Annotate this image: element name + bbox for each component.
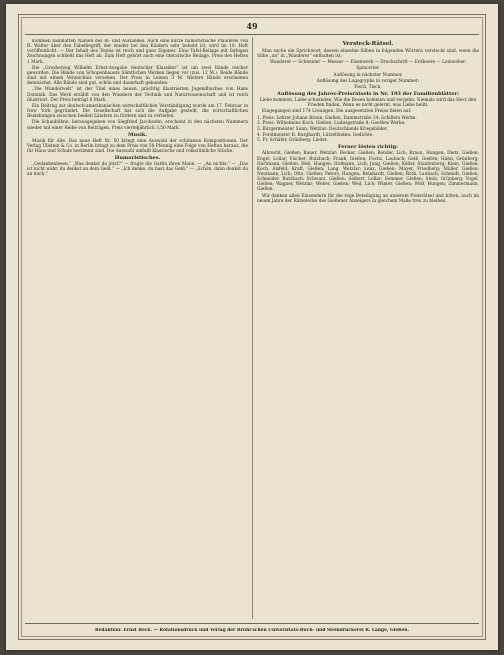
- puzzle-text: Man suche ein Sprichwort, dessen einzelne Silben in folgenden Wörtern versteckt sind, wenn die Silbe „un“ in „Wanderer“ enthalten ist:: [257, 49, 479, 60]
- article-paragraph: Ein Beitrag zur deutsch-amerikanischen wirtschaftlichen Verständigung wurde am 17. Februar in New York gegründet. Die Gesellschaft hat sich die Aufgabe gestellt, die wirtschaftlichen Beziehungen zwischen beiden Ländern zu fördern und zu vertiefen.: [27, 103, 248, 120]
- prize-entry: 2. Preis: Wilhelmine Koch, Gießen, Ludwigstraße 8: Goethes Werke.: [257, 121, 406, 127]
- prize-list: [257, 116, 479, 144]
- puzzle-author: Spinoviter.: [356, 66, 380, 72]
- solvers-list: Albrecht, Gießen; Bauer, Wetzlar; Becker, Gießen; Bender, Lich; Braun, Hungen; Dietz, Gießen; Engel, Lollar; Fischer, Butzbach; Frank, Gießen; Fuchs, Laubach; Geiß, Gießen; Hahn, Grünberg; Hartmann, Gießen; Heß, Hungen; Hofmann, Lich; Jung, Gießen; Keller, Staufenberg; Klein, Gießen; Koch, Alsfeld; Kraft, Gießen; Lang, Wetzlar; Lenz, Gießen; Mayer, Friedberg; Müller, Gießen; Neumann, Lich; Otto, Gießen; Peters, Hungen; Reinhardt, Gießen; Roth, Laubach; Schmidt, Gießen; Schneider, Butzbach; Schwarz, Gießen; Seibert, Lollar; Sommer, Gießen; Stein, Grünberg; Vogel, Gießen; Wagner, Wetzlar; Weber, Gießen; Weil, Lich; Winter, Gießen; Wolf, Hungen; Zimmermann, Gießen.: [257, 151, 479, 193]
- article-paragraph: Die Schaubühne, herausgegeben von Siegfried Jacobsohn, erscheint in den nächsten Nummern wieder mit einer Reihe von Beiträgen. Preis vierteljährlich 3,50 Mark.: [27, 120, 248, 131]
- prize-entry: 5. Fr. Schäfer, Grünberg: Lieder.: [257, 138, 328, 144]
- prize-entry: 1. Preis: Lehrer Johann Braun, Gießen, Dammstraße 34: Schillers Werke.: [257, 115, 417, 121]
- puzzle-solution-note: Auflösung in nächster Nummer.: [333, 72, 403, 78]
- section-heading-humor: Humoristisches.: [114, 155, 161, 162]
- left-column: [27, 39, 248, 619]
- imprint-footer: Redaktion: Ernst Beck. — Rotationsdruck und Verlag der Brühl'schen Universitäts-Buch- und Steindruckerei R. Lange, Gießen.: [94, 628, 410, 633]
- article-paragraph: Musik für Alle. Das neue Heft Nr. 50 bringt eine Auswahl der schönsten Kompositionen. Der Verlag Ullstein & Co. in Berlin bringt zu dem Preis von 50 Pfennig eine Folge von Heften heraus, die für Haus und Schule bestimmt sind. Die Auswahl umfaßt klassische und volkstümliche Stücke.: [27, 138, 248, 154]
- prize-note: Eingegangen sind 174 Lösungen. Die ausgesetzten Preise fielen auf:: [262, 109, 412, 115]
- section-heading-musik: Musik.: [127, 131, 148, 138]
- prize-verse: Liebe kommen, Liebe schwinden, Wie die Rosen kommen und vergehn; Niemals wird das Herz den Frieden finden, Wenn es nicht gelernt, was Liebe heißt.: [259, 98, 477, 109]
- puzzle-heading: Versteck-Rätsel.: [342, 41, 394, 47]
- article-paragraph: kommen namhaften Namen des In- und Auslandes. Auch eine kurze humoristische Plauderei von R. Walter über den Fabelbegriff, der wieder bei den Kindern sehr beliebt ist, wird im 10. Heft veröffentlicht. — Der Inhalt des Textes ist reich und ganz Eigenes. Eine Tafel-Beilage mit farbigen Zeichnungen schließt das Heft ab. Zum Heft gehört auch eine literarische Beilage. Preis des Heftes 1 Mark.: [27, 39, 248, 65]
- column-divider: [252, 37, 253, 619]
- page-frame: [18, 14, 486, 640]
- page-number: 49: [246, 21, 258, 31]
- article-paragraph: „Gedankenlesen.“ „Was denkst du jetzt?“ — fragte die Gattin ihren Mann. — „An nichts.“ — „Das ist nicht wahr, du denkst an dein Geld.“ — „Ich denke, du hast das Geld.“ — „Schön, dann denkst du an mich.“: [27, 162, 248, 178]
- prize-entry: 4. Forstmeister B. Burghardt, Lützellinden: Gedichte.: [257, 132, 374, 138]
- article-paragraph: Die „Grosherzog Wilhelm Ernst-Ausgabe deutscher Klassiker“ ist um zwei Bände reicher geworden. Die Bände von Schopenhauers Sämtlichen Werken liegen vor (zus. 12 M.). Beide Bände sind mit einem Verzeichnis versehen. Der Preis in Leinen 3 M. Weitere Bände erscheinen demnächst. Alle Bände sind gut, schön und dauerhaft gebunden.: [27, 65, 248, 87]
- solvers-heading: Ferner lösten richtig:: [338, 144, 398, 151]
- prize-entry: 3. Bürgermeister Sunn, Wetzlar: Deutschlands Kriegsbilder.: [257, 126, 388, 132]
- previous-solution: Fisch, Tisch.: [354, 84, 382, 90]
- puzzle-words: Wanderer — Schneider — Messer — Eisenwerk — Druckschrift — Erdbeere — Leinweber.: [269, 60, 467, 66]
- newspaper-page: [6, 4, 498, 650]
- right-column: [257, 39, 479, 619]
- prize-puzzle-heading: Auflösung des Jahres-Preisrätsels in Nr. 193 der Familienblätter:: [277, 91, 459, 98]
- closing-note: Wir danken allen Einsendern für die rege Beteiligung an unserem Preisrätsel und bitten, auch im neuen Jahre der Rätselecke des Gießener Anzeigers in gleichem Maße treu zu bleiben.: [257, 193, 479, 204]
- footer-rule: [25, 623, 479, 624]
- header-rule: [25, 34, 479, 35]
- article-paragraph: „Die Wunderwelt“ ist der Titel eines neuen, prächtig illustrierten Jugendbuches von Hans Dominik. Das Werk erzählt von den Wundern der Technik und Naturwissenschaft und ist reich illustriert. Der Preis beträgt 6 Mark.: [27, 87, 248, 103]
- previous-solution-label: Auflösung des Logogryphs in voriger Nummer:: [316, 78, 420, 84]
